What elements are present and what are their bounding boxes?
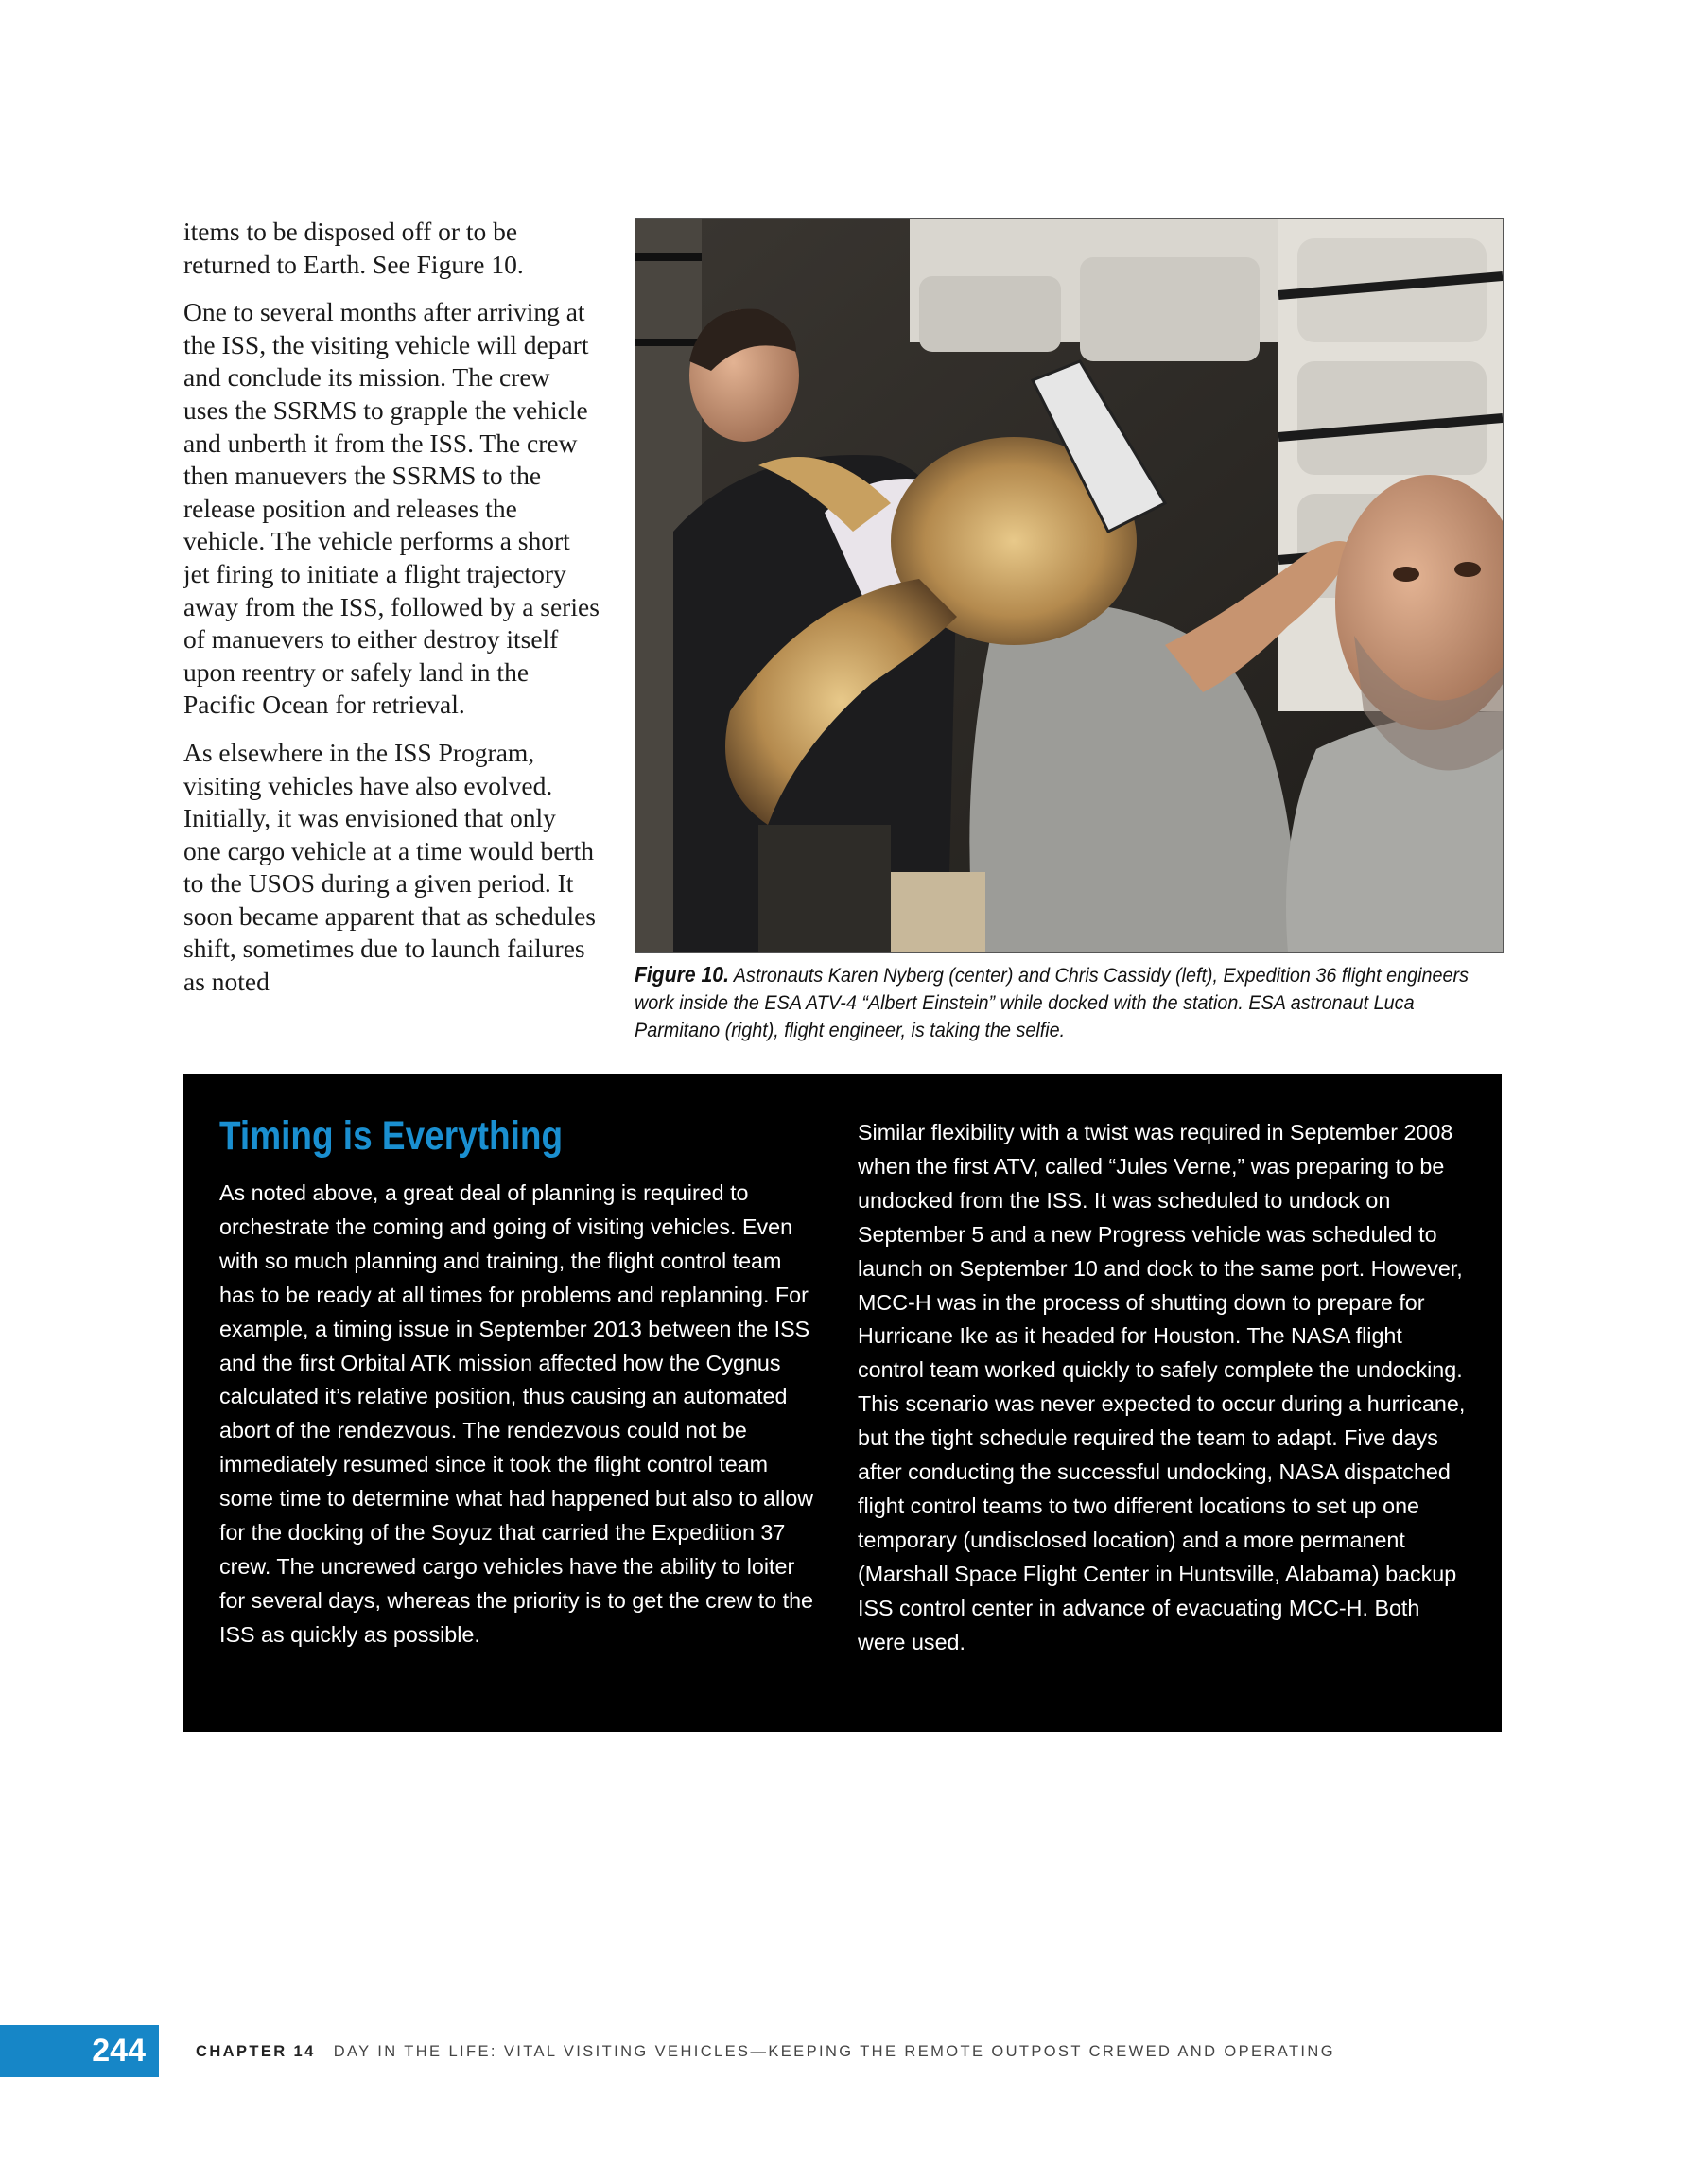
sidebar-left-text: As noted above, a great deal of planning is required to orchestrate the coming and going of visiting vehicles. Even with so much planning and training, the flight control team has to be ready at all times for problems and replanning. For example, a timing issue in September 2013 between the ISS and the first Orbital ATK mission affected how the Cygnus calculated it’s relative position, thus causing an automated abort of the rendezvous. The rendezvous could not be immediately resumed since it took the flight control team some time to determine what had happened but also to allow for the docking of the Soyuz that carried the Expedition 37 crew. The uncrewed cargo vehicles have the ability to loiter for several days, whereas the priority is to get the crew to the ISS as quickly as possible. [219, 1180, 814, 1647]
page-number: 244 [0, 2025, 159, 2077]
figure-photo [635, 218, 1504, 953]
footer-title: DAY IN THE LIFE: VITAL VISITING VEHICLES—KEEPING THE REMOTE OUTPOST CREWED AND OPERATING [333, 2043, 1335, 2060]
footer-chapter: CHAPTER 14 [196, 2043, 316, 2060]
astronauts-photo-illustration [635, 219, 1503, 952]
sidebar-box [183, 1074, 1502, 1732]
body-paragraph: One to several months after arriving at the ISS, the visiting vehicle will depart and conclude its mission. The crew uses the SSRMS to grapple the vehicle and unberth it from the ISS. The crew then manuevers the SSRMS to the release position and releases the vehicle. The vehicle performs a short jet firing to initiate a flight trajectory away from the ISS, followed by a series of manuevers to either destroy itself upon reentry or safely land in the Pacific Ocean for retrieval. [183, 297, 600, 720]
running-footer [196, 2043, 1335, 2061]
body-text-column [183, 216, 600, 1014]
body-paragraph: items to be disposed off or to be returned to Earth. See Figure 10. [183, 217, 524, 279]
sidebar-title: Timing is Everything [219, 1113, 564, 1159]
sidebar-right-text: Similar flexibility with a twist was required in September 2008 when the first ATV, called “Jules Verne,” was preparing to be undocked from the ISS. It was scheduled to undock on September 5 and a new Progress vehicle was scheduled to launch on September 10 and dock to the same port. However, MCC-H was in the process of shutting down to prepare for Hurricane Ike as it headed for Houston. The NASA flight control team worked quickly to safely complete the undocking. This scenario was never expected to occur during a hurricane, but the tight schedule required the team to adapt. Five days after conducting the successful undocking, NASA dispatched flight control teams to two different locations to set up one temporary (undisclosed location) and a more permanent (Marshall Space Flight Center in Huntsville, Alabama) backup ISS control center in advance of evacuating MCC-H. Both were used. [858, 1120, 1466, 1654]
figure-caption-text: Astronauts Karen Nyberg (center) and Chris Cassidy (left), Expedition 36 flight engineers work inside the ESA ATV-4 “Albert Einstein” while docked with the station. ESA astronaut Luca Parmitano (right), flight engineer, is taking the selfie. [635, 964, 1470, 1041]
figure-caption [635, 961, 1502, 1044]
body-paragraph: As elsewhere in the ISS Program, visiting vehicles have also evolved. Initially, it was envisioned that only one cargo vehicle at a time would berth to the USOS during a given period. It soon became apparent that as schedules shift, sometimes due to launch failures as noted [183, 737, 597, 997]
figure-label: Figure 10. [635, 962, 729, 987]
